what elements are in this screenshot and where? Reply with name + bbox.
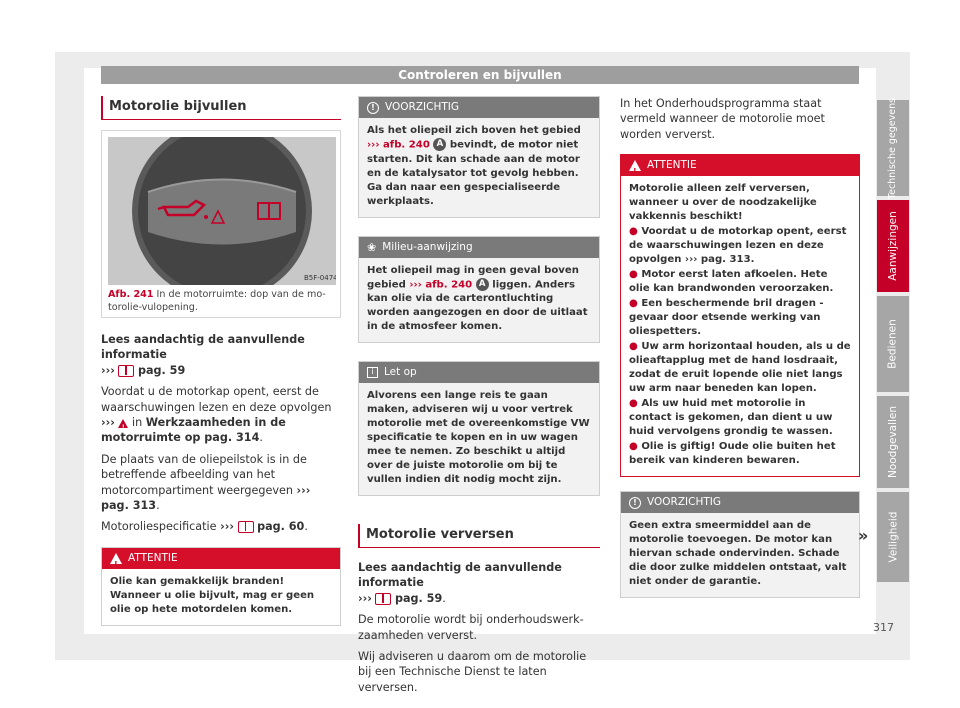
- p4-link[interactable]: pag. 60: [257, 520, 305, 534]
- paragraph-schedule: In het Onderhoudsprogramma staat vermeld wanneer de motorolie moet worden ververst.: [620, 97, 825, 141]
- tab-label: Veiligheid: [887, 511, 900, 563]
- column-1: [101, 96, 341, 626]
- section-title-verversen: Motorolie verversen: [358, 524, 600, 548]
- p2-text: Voordat u de motorkap opent, eerst de waarschuwingen lezen en deze opvolgen: [101, 385, 332, 414]
- attention-box-change: [620, 154, 860, 477]
- chapter-header: Controleren en bijvullen: [101, 66, 859, 84]
- book-icon: [118, 365, 134, 377]
- attention-box-fill: [101, 547, 341, 626]
- warning-triangle-icon: [110, 553, 122, 564]
- p2-in: in: [131, 416, 143, 430]
- paragraph-warning-ref: [101, 384, 341, 446]
- ref-arrow: ›››: [358, 591, 372, 605]
- ref-arrow: ›››: [296, 483, 311, 497]
- environment-label: Milieu-aanwijzing: [382, 240, 473, 253]
- bullet1-link[interactable]: pag. 313: [700, 254, 751, 266]
- tab-veiligheid[interactable]: [877, 492, 909, 582]
- p2-end: .: [259, 431, 263, 445]
- section-title-bijvullen: Motorolie bijvullen: [101, 96, 341, 120]
- tab-aanwijzingen[interactable]: [877, 200, 909, 292]
- caution-label: VOORZICHTIG: [647, 496, 721, 509]
- bullet-item: ● Motor eerst laten afkoelen. Hete olie kan brandwonden veroorzaken.: [629, 269, 834, 295]
- note-body: Alvorens een lange reis te gaan maken, adviseren wij u voor vertrek motorolie met de overeenkomstige VW specificatie te kopen en in uw wagen mee te nemen. Zo beschikt u altijd over de juiste motorolie om bij te vullen indien dit nodig mocht zijn.: [367, 390, 590, 485]
- info-circle-icon: !: [367, 102, 379, 114]
- caution-header: [359, 97, 599, 118]
- page-link[interactable]: pag. 59: [394, 591, 443, 605]
- caution-text-a: Als het oliepeil zich boven het gebied: [367, 125, 581, 136]
- figure-caption-text: In de motorruimte: dop van de motorolie-vulopening.: [108, 289, 326, 313]
- attention-body: Olie kan gemakkelijk branden! Wanneer u olie bijvult, mag er geen olie op hete motordelen komen.: [110, 575, 315, 615]
- environment-box: [358, 236, 600, 344]
- ref-arrow: ›››: [409, 279, 422, 290]
- caution-text-b: bevindt, de motor niet starten. Dit kan schade aan de motor en de katalysator tot gevolg hebben. Ga dan naar een gespecialiseerde werkplaats.: [367, 139, 580, 207]
- caution-body: [359, 118, 599, 217]
- ref-arrow: ›››: [220, 520, 234, 534]
- info-circle-icon: !: [629, 497, 641, 509]
- tab-bedienen[interactable]: [877, 296, 909, 392]
- paragraph-info: [101, 332, 341, 378]
- column-3: [620, 96, 860, 598]
- attention-label: ATTENTIE: [128, 551, 178, 564]
- p1-end: .: [442, 591, 446, 605]
- caution-header: [621, 492, 859, 513]
- tab-noodgevallen[interactable]: [877, 396, 909, 488]
- bullet-item: ● Uw arm horizontaal houden, als u de olieaftapplug met de hand losdraait, zodat de eruit lopende olie niet langs uw arm naar beneden kan lopen.: [629, 341, 851, 395]
- figure-link[interactable]: afb. 240: [425, 279, 473, 290]
- bullet1-text: Voordat u de motorkap opent, eerst de waarschuwingen lezen en deze opvolgen: [629, 226, 847, 266]
- p3-link[interactable]: pag. 313: [101, 499, 157, 513]
- paragraph-advice: Wij adviseren u daarom om de motorolie bij een Technische Dienst te laten verversen.: [358, 650, 587, 694]
- env-text-a: Het oliepeil mag in geen geval boven gebied: [367, 264, 579, 290]
- ref-arrow: ›››: [101, 416, 115, 430]
- caution-box-additive: [620, 491, 860, 598]
- p3-text: De plaats van de oliepeilstok is in de betreffende afbeelding van het motorcompartiment weergegeven: [101, 452, 307, 497]
- book-icon: [238, 521, 254, 533]
- bullet-item: ● Als uw huid met motorolie in contact is gekomen, dan dient u uw huid vervolgens grondig te wassen.: [629, 398, 833, 438]
- book-icon: [375, 593, 391, 605]
- info-text: Lees aandachtig de aanvullende informatie: [101, 333, 305, 362]
- tab-label: Noodgevallen: [887, 405, 899, 479]
- attention-header: [621, 155, 859, 176]
- figure-241: [101, 130, 341, 318]
- p4-end: .: [304, 520, 308, 534]
- figure-ref: Afb. 241: [108, 289, 154, 300]
- environment-header: [359, 237, 599, 258]
- oil-cap-illustration: [108, 137, 336, 285]
- attention-header: [102, 548, 340, 569]
- column-2: [358, 96, 600, 695]
- warning-icon: [118, 419, 128, 428]
- caution-body: Geen extra smeermiddel aan de motorolie toevoegen. De motor kan hiervan schade ondervinden. Schade die door zulke middelen ontstaat, valt niet onder de garantie.: [629, 520, 847, 588]
- tab-label: Technische gegevens: [887, 97, 899, 199]
- p3-end: .: [156, 499, 160, 513]
- bullet-item: ● Voordat u de motorkap opent, eerst de waarschuwingen lezen en deze opvolgen ››› pag. 313.: [629, 226, 847, 266]
- tab-technische-gegevens[interactable]: [877, 97, 909, 199]
- note-box: [358, 361, 600, 496]
- ref-arrow: ›››: [367, 139, 380, 151]
- paragraph-dipstick: [101, 452, 341, 514]
- attention-intro: Motorolie alleen zelf verversen, wanneer u over de noodzakelijke vakkennis beschikt!: [629, 183, 817, 223]
- note-label: Let op: [384, 366, 417, 378]
- bullet4-text: Uw arm horizontaal houden, als u de olieaftapplug met de hand losdraait, zodat de eruit lopende olie niet langs uw arm naar beneden kan lopen.: [629, 341, 851, 395]
- ref-arrow: ›››: [101, 363, 115, 377]
- note-header: [359, 362, 599, 383]
- figure-caption: [108, 289, 336, 314]
- marker-badge: A: [476, 278, 489, 291]
- environment-body: [359, 258, 599, 343]
- marker-badge: A: [433, 138, 446, 151]
- caution-box-level: [358, 96, 600, 218]
- bullet-item: ● Een beschermende bril dragen - gevaar door etsende werking van oliespetters.: [629, 298, 824, 338]
- bullet5-text: Als uw huid met motorolie in contact is gekomen, dan dient u uw huid vervolgens grondig te wassen.: [629, 398, 833, 438]
- p4-text: Motoroliespecificatie: [101, 520, 217, 534]
- warning-triangle-icon: [629, 160, 641, 171]
- paragraph-maintenance: De motorolie wordt bij onderhoudswerkzaamheden ververst.: [358, 613, 584, 642]
- note-icon: i: [367, 367, 378, 378]
- bullet-item: ● Olie is giftig! Oude olie buiten het bereik van kinderen bewaren.: [629, 441, 836, 467]
- attention-label: ATTENTIE: [647, 159, 697, 172]
- attention-body: [621, 176, 859, 476]
- caution-label: VOORZICHTIG: [385, 101, 459, 113]
- env-text-b: liggen. Anders kan olie via de carterontluchting worden aangezogen en door de uitlaat in de atmosfeer komen.: [367, 279, 588, 332]
- page-link[interactable]: pag. 59: [137, 363, 186, 377]
- bullet3-text: Een beschermende bril dragen - gevaar door etsende werking van oliespetters.: [629, 298, 824, 338]
- ref-arrow: ›››: [684, 254, 698, 266]
- info-text: Lees aandachtig de aanvullende informatie: [358, 561, 562, 590]
- bullet2-text: Motor eerst laten afkoelen. Hete olie kan brandwonden veroorzaken.: [629, 269, 834, 295]
- figure-code: B5F-0474: [304, 274, 336, 282]
- continue-arrow: »: [858, 526, 869, 545]
- tab-label: Bedienen: [887, 319, 900, 369]
- page-number: 317: [873, 621, 894, 634]
- bullet1-end: .: [750, 254, 755, 266]
- paragraph-spec: [101, 519, 341, 534]
- paragraph-info-2: [358, 560, 600, 606]
- tab-label: Aanwijzingen: [887, 211, 899, 281]
- figure-link[interactable]: afb. 240: [383, 139, 430, 151]
- bullet6-text: Olie is giftig! Oude olie buiten het bereik van kinderen bewaren.: [629, 441, 836, 467]
- leaf-icon: ❀: [367, 240, 377, 254]
- p2-link[interactable]: Werkzaamheden in de motorruimte op pag. 314: [101, 416, 286, 445]
